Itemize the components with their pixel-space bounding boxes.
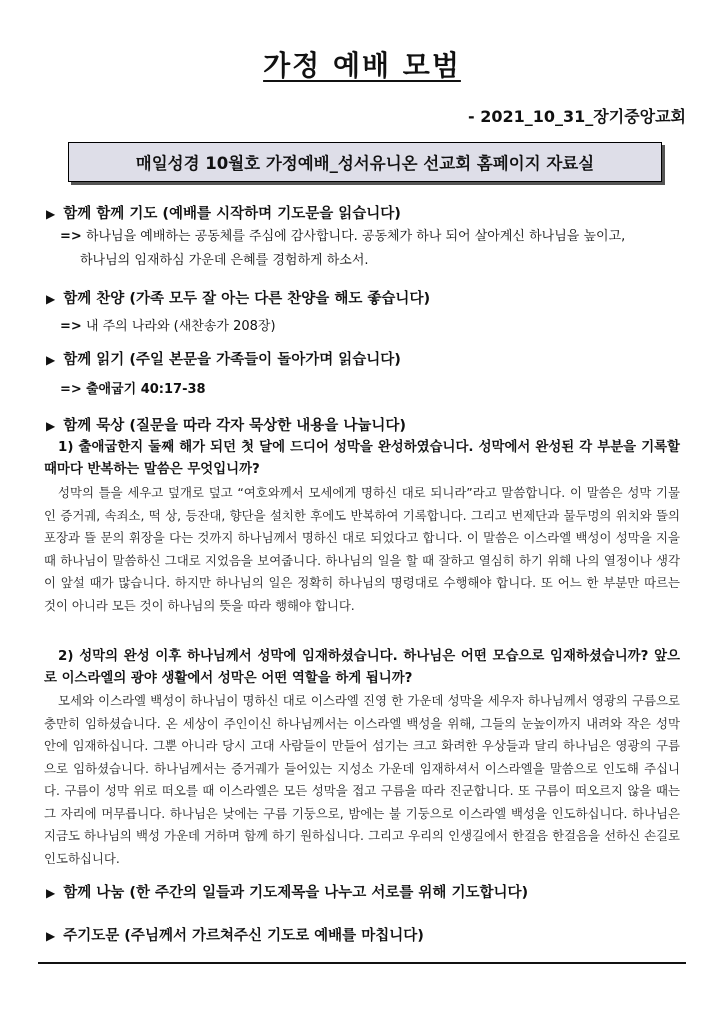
meditation-question-2: 2) 성막의 완성 이후 하나님께서 성막에 임재하셨습니다. 하나님은 어떤 모습으로 임재하셨습니까? 앞으로 이스라엘의 광야 생활에서 성막은 어떤 역할을 하게 됩니까? — [44, 649, 680, 686]
bottom-divider — [38, 962, 686, 964]
subject-box — [68, 142, 662, 182]
arrow-icon: => — [60, 229, 82, 244]
section-lords-prayer-heading: ▶ 주기도문 (주님께서 가르쳐주신 기도로 예배를 마칩니다) — [46, 928, 424, 944]
section-sharing-heading: ▶ 함께 나눔 (한 주간의 일들과 기도제목을 나누고 서로를 위해 기도합니다) — [46, 885, 529, 901]
bullet-triangle-icon: ▶ — [46, 207, 56, 221]
bullet-triangle-icon: ▶ — [46, 292, 56, 306]
bullet-triangle-icon: ▶ — [46, 353, 56, 367]
meditation-answer-2: 모세와 이스라엘 백성이 하나님이 명하신 대로 이스라엘 진영 한 가운데 성막을 세우자 하나님께서 영광의 구름으로 충만히 임하셨습니다. 온 세상이 주인이신 하나님께서는 이스라엘 백성을 위해, 그들의 눈높이까지 내려와 작은 성막 안에 임재하십니다. 그뿐 아니라 당시 고대 사람들이 만들어 섬기는 크고 화려한 우상들과 달리 하나님은 영광의 구름으로 임하셨습니다. 하나님께서는 증거궤가 들어있는 지성소 가운데 임재하셔서 이스라엘을 말씀으로 인도해 주십니다. 구름이 성막 위로 떠오를 때 이스라엘은 모든 성막을 접고 구름을 따라 진군합니다. 또 구름이 떠오르지 않을 때는 그 자리에 머무릅니다. 하나님은 낮에는 구름 기둥으로, 밤에는 불 기둥으로 이스라엘 백성을 인도하십니다. 하나님은 지금도 하나님의 백성 가운데 거하며 함께 하기 원하십니다. 그리고 우리의 인생길에서 한걸음 한걸음을 선하신 손길로 인도하십니다. — [44, 693, 680, 866]
praise-song-line: => 내 주의 나라와 (새찬송가 208장) — [60, 319, 276, 334]
arrow-icon: => — [60, 382, 82, 397]
date-church-line: - 2021_10_31_장기중앙교회 — [467, 107, 686, 126]
section-praise-heading: ▶ 함께 찬양 (가족 모두 잘 아는 다른 찬양을 해도 좋습니다) — [46, 291, 431, 307]
bullet-triangle-icon: ▶ — [46, 929, 56, 943]
bullet-triangle-icon: ▶ — [46, 419, 56, 433]
prayer-text-line-2: 하나님의 임재하심 가운데 은혜를 경험하게 하소서. — [80, 253, 369, 268]
bullet-triangle-icon: ▶ — [46, 886, 56, 900]
reading-passage-line: => 출애굽기 40:17-38 — [60, 382, 206, 397]
section-reading-heading: ▶ 함께 읽기 (주일 본문을 가족들이 돌아가며 읽습니다) — [46, 352, 401, 368]
arrow-icon: => — [60, 319, 82, 334]
meditation-question-1: 1) 출애굽한지 둘째 해가 되던 첫 달에 드디어 성막을 완성하였습니다. 성막에서 완성된 각 부분을 기록할 때마다 반복하는 말씀은 무엇입니까? — [44, 440, 680, 477]
prayer-text-line-1: => 하나님을 예배하는 공동체를 주심에 감사합니다. 공동체가 하나 되어 살아계신 하나님을 높이고, — [60, 229, 626, 244]
section-meditation-heading: ▶ 함께 묵상 (질문을 따라 각자 묵상한 내용을 나눕니다) — [46, 418, 406, 434]
subject-text: 매일성경 10월호 가정예배_성서유니온 선교회 홈페이지 자료실 — [135, 154, 595, 173]
meditation-answer-1: 성막의 틀을 세우고 덮개로 덮고 “여호와께서 모세에게 명하신 대로 되니라”라고 말씀합니다. 이 말씀은 성막 기물인 증거궤, 속죄소, 떡 상, 등잔대, 향단을 설치한 후에도 반복하여 기록합니다. 그리고 번제단과 물두멍의 위치와 뜰의 포장과 뜰 문의 휘장을 다는 것까지 하나님께서 명하신 대로 되었다고 합니다. 이 말씀은 이스라엘 백성이 성막을 지을 때 하나님이 말씀하신 그대로 지었음을 보여줍니다. 하나님의 일을 할 때 잘하고 열심히 하기 위해 나의 열정이나 생각이 앞설 때가 많습니다. 하지만 하나님의 일은 정확히 하나님의 명령대로 수행해야 합니다. 또 어느 한 부분만 따르는 것이 아니라 모든 것이 하나님의 뜻을 따라 행해야 합니다. — [44, 485, 680, 613]
section-prayer-heading: ▶ 함께 함께 기도 (예배를 시작하며 기도문을 읽습니다) — [46, 206, 401, 222]
document-title: 가정 예배 모범 — [263, 49, 461, 82]
